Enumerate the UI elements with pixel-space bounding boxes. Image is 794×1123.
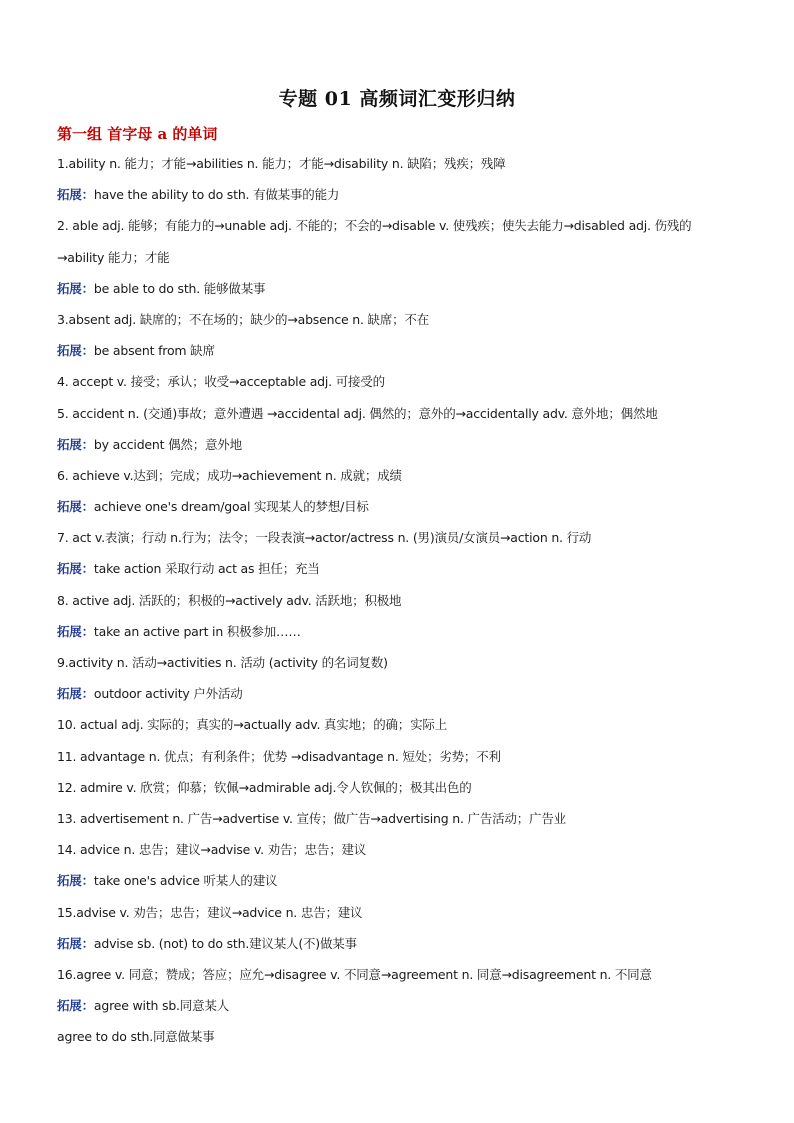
line-text: 5. accident n. (交通)事故；意外遭遇 →accidental adj. 偶然的；意外的→accidentally adv. 意外地；偶然地 <box>57 405 658 421</box>
expansion-tag: 拓展： <box>57 998 94 1014</box>
expansion-tag: 拓展： <box>57 873 94 889</box>
line-text: 13. advertisement n. 广告→advertise v. 宣传；做广告→advertising n. 广告活动；广告业 <box>57 810 566 826</box>
expansion-line <box>57 279 747 310</box>
expansion-line <box>57 497 747 528</box>
line-text: be able to do sth. 能够做某事 <box>93 280 266 296</box>
expansion-line <box>57 684 747 715</box>
expansion-tag: 拓展： <box>57 935 94 951</box>
line-text: 9.activity n. 活动→activities n. 活动 (activity 的名词复数) <box>57 655 388 670</box>
line-text: have the ability to do sth. 有做某事的能力 <box>93 187 340 203</box>
line-text: 15.advise v. 劝告；忠告；建议→advice n. 忠告；建议 <box>57 904 363 920</box>
vocab-entry-line <box>57 154 747 185</box>
vocab-entry-line <box>57 903 747 934</box>
vocab-entry-line <box>57 965 747 996</box>
line-text: 2. able adj. 能够；有能力的→unable adj. 不能的；不会的→disable v. 使残疾；使失去能力→disabled adj. 伤残的 <box>57 218 692 234</box>
line-text: 1.ability n. 能力；才能→abilities n. 能力；才能→disability n. 缺陷；残疾；残障 <box>57 156 506 171</box>
expansion-line <box>57 871 747 902</box>
line-text: agree to do sth.同意做某事 <box>57 1029 215 1045</box>
expansion-tag: 拓展： <box>57 343 94 359</box>
line-text: →ability 能力；才能 <box>57 249 170 265</box>
vocab-entry-line <box>57 591 747 622</box>
vocab-entry-line <box>57 840 747 871</box>
line-text: be absent from 缺席 <box>93 343 215 359</box>
vocab-entry-line <box>57 466 747 497</box>
vocab-entry-line <box>57 216 747 247</box>
line-text: 11. advantage n. 优点；有利条件；优势 →disadvantage n. 短处；劣势；不利 <box>57 748 501 764</box>
vocab-entry-line <box>57 653 747 684</box>
vocab-entry-line <box>57 809 747 840</box>
vocab-entry-line <box>57 404 747 435</box>
line-text: 14. advice n. 忠告；建议→advise v. 劝告；忠告；建议 <box>57 842 367 858</box>
expansion-tag: 拓展： <box>57 623 94 639</box>
line-text: 4. accept v. 接受；承认；收受→acceptable adj. 可接受的 <box>57 374 385 390</box>
expansion-tag: 拓展： <box>57 280 94 296</box>
expansion-tag: 拓展： <box>57 436 94 452</box>
expansion-tag: 拓展： <box>57 499 94 515</box>
line-text: 12. admire v. 欣赏；仰慕；钦佩→admirable adj.令人钦佩的；极其出色的 <box>57 779 472 795</box>
line-text: advise sb. (not) to do sth.建议某人(不)做某事 <box>93 935 357 951</box>
expansion-line <box>57 559 747 590</box>
vocab-entry-line <box>57 372 747 403</box>
line-text: take an active part in 积极参加…… <box>93 623 301 639</box>
vocab-entry-line <box>57 528 747 559</box>
line-text: 7. act v.表演；行动 n.行为；法令；一段表演→actor/actress n. (男)演员/女演员→action n. 行动 <box>57 530 592 546</box>
line-text: 6. achieve v.达到；完成；成功→achievement n. 成就；成绩 <box>57 467 402 483</box>
entry-list <box>57 154 747 1058</box>
vocab-entry-line <box>57 1027 747 1058</box>
expansion-line <box>57 185 747 216</box>
line-text: 3.absent adj. 缺席的；不在场的；缺少的→absence n. 缺席；不在 <box>57 311 430 327</box>
line-text: take one's advice 听某人的建议 <box>93 873 278 889</box>
line-text: achieve one's dream/goal 实现某人的梦想/目标 <box>93 499 369 515</box>
vocab-entry-line <box>57 715 747 746</box>
line-text: 10. actual adj. 实际的；真实的→actually adv. 真实地；的确；实际上 <box>57 717 448 733</box>
line-text: outdoor activity 户外活动 <box>93 686 243 702</box>
line-text: 8. active adj. 活跃的；积极的→actively adv. 活跃地；积极地 <box>57 592 402 608</box>
expansion-line <box>57 622 747 653</box>
expansion-tag: 拓展： <box>57 561 94 577</box>
line-text: by accident 偶然；意外地 <box>93 436 242 452</box>
line-text: 16.agree v. 同意；赞成；答应；应允→disagree v. 不同意→agreement n. 同意→disagreement n. 不同意 <box>57 966 652 982</box>
vocab-entry-line <box>57 778 747 809</box>
expansion-line <box>57 934 747 965</box>
vocab-entry-line <box>57 747 747 778</box>
vocab-entry-line <box>57 248 747 279</box>
line-text: agree with sb.同意某人 <box>93 998 230 1014</box>
group-heading: 第一组 首字母 a 的单词 <box>57 125 218 143</box>
vocab-entry-line <box>57 310 747 341</box>
page-title: 专题 01 高频词汇变形归纳 <box>278 88 516 110</box>
expansion-line <box>57 435 747 466</box>
expansion-line <box>57 996 747 1027</box>
expansion-tag: 拓展： <box>57 187 94 203</box>
expansion-line <box>57 341 747 372</box>
expansion-tag: 拓展： <box>57 686 94 702</box>
line-text: take action 采取行动 act as 担任；充当 <box>93 561 320 577</box>
